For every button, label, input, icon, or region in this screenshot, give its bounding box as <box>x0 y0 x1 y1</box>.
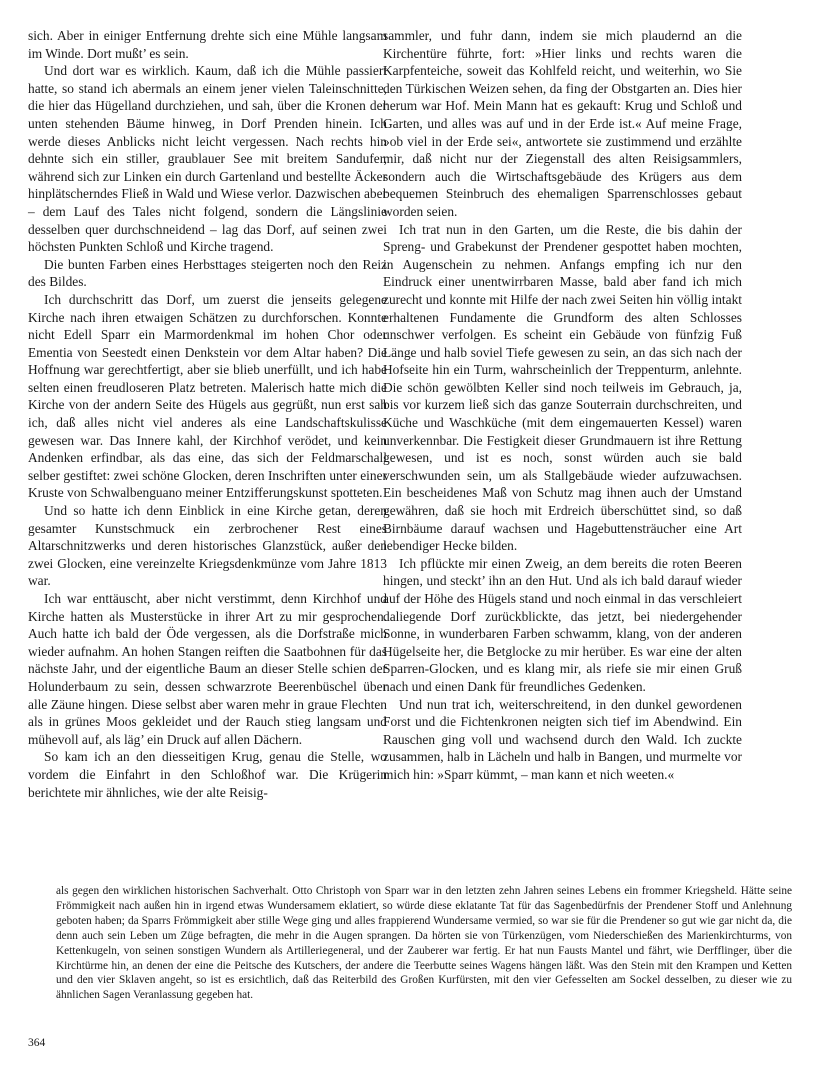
paragraph: So kam ich an den diesseitigen Krug, genau die Stelle, wo vordem die Einfahrt in den Schloßhof war. Die Krügerin berichtete mir ähnliches, wie der alte Reisig- <box>28 749 387 800</box>
paragraph: Ich war enttäuscht, aber nicht verstimmt, denn Kirchhof und Kirche hatten als Musterstücke in ihrer Art zu mir gesprochen. Auch hatte ich bald der Öde vergessen, als die Dorfstraße mich wieder aufnahm. An hohen Stangen reiften die Saatbohnen für das nächste Jahr, und der eigentliche Baum an dieser Stelle schien der Holunderbaum zu sein, dessen schwarzrote Beerenbüschel über alle Zäune hingen. Diese selbst aber waren mehr in graue Flechten als in grünes Moos gekleidet und der Rauch stieg langsam und mühevoll auf, als läg’ ein Druck auf allen Dächern. <box>28 591 387 747</box>
paragraph: Die bunten Farben eines Herbsttages steigerten noch den Reiz des Bildes. <box>28 256 387 290</box>
left-column <box>28 27 387 801</box>
paragraph: Ich trat nun in den Garten, um die Reste, die bis dahin der Spreng- und Grabekunst der Prendener gespottet haben mochten, in Augenschein zu nehmen. Anfangs empfing ich nur den Eindruck einer unentwirrbaren Masse, bald aber fand ich mich zurecht und konnte mit Hilfe der nach zwei Seiten hin völlig intakt erhaltenen Fundamente die Grundform des alten Schlosses unschwer verfolgen. Es scheint ein Gebäude von fünfzig Fuß Länge und halb soviel Tiefe gewesen zu sein, an das sich nach der Hofseite hin ein Turm, wahrscheinlich der Treppenturm, anlehnte. Die schön gewölbten Keller sind noch teilweis im Gebrauch, ja, bis vor kurzem ließ sich das ganze Souterrain durchschreiten, und Küche und Waschküche (mit dem eingemauerten Kessel) waren unverkennbar. Die Festigkeit dieser Grundmauern ist ihre Rettung gewesen, und ist es noch, sonst würden auch sie bald verschwunden sein, um als Stallgebäude wieder aufzuwachsen. Ein bescheidenes Maß von Schutz mag ihnen auch der Umstand gewähren, daß sie hoch mit Erdreich überschüttet sind, so daß Birnbäume darauf wachsen und Hagebuttensträucher eine Art lebendiger Hecke bilden. <box>383 221 742 554</box>
page-number: 364 <box>28 1037 46 1049</box>
paragraph: Ich pflückte mir einen Zweig, an dem bereits die roten Beeren hingen, und steckt’ ihn an den Hut. Und als ich bald darauf wieder auf der Höhe des Hügels stand und noch einmal in das verschleiert daliegende Dorf zurückblickte, das jetzt, bei niedergehender Sonne, in wunderbaren Farben schwamm, klang, von der anderen Hügelseite her, die Betglocke zu mir herüber. Es war eine der alten Sparren-Glocken, und es klang mir, als riefe sie mir einen Gruß nach und einen Dank für freundliches Gedenken. <box>383 555 742 694</box>
paragraph: Und so hatte ich denn Einblick in eine Kirche getan, deren gesamter Kunstschmuck ein zerbrochener Rest eines Altarschnitzwerks und deren historisches Glanzstück, außer den zwei Glocken, eine vereinzelte Kriegsdenkmünze vom Jahre 1813 war. <box>28 503 387 589</box>
right-column <box>383 27 742 784</box>
paragraph: sammler, und fuhr dann, indem sie mich plaudernd an die Kirchentüre führte, fort: »Hier links und rechts waren die Karpfenteiche, soweit das Kohlfeld reicht, und weiterhin, wo Sie den Türkischen Weizen sehen, da fing der Obstgarten an. Dies hier herum war Hof. Mein Mann hat es gekauft: Krug und Schloß und Garten, und alles was auf und in der Erde ist.« Auf meine Frage, »ob viel in der Erde sei«, antwortete sie zustimmend und erzählte mir, daß nicht nur der Ziegenstall des alten Reisigsammlers, sondern auch die Wirtschaftsgebäude des Krügers aus dem bequemen Steinbruch des ehemaligen Sparrenschlosses gebaut worden seien. <box>383 28 742 219</box>
paragraph: Und dort war es wirklich. Kaum, daß ich die Mühle passiert hatte, so stand ich abermals an einem jener vielen Taleinschnitte, die hier das Hügelland durchziehen, und sah, über die Kronen der unten stehenden Bäume hinweg, in Dorf Prenden hinein. Ich werde dieses Anblicks nicht leicht vergessen. Nach rechts hin dehnte sich ein stiller, graublauer See mit breitem Sandufer, während sich zur Linken ein durch Gartenland und bestellte Äcker hinplätscherndes Fließ in Wald und Wiese verlor. Dazwischen aber – dem Lauf des Tales nicht folgend, sondern die Längslinie desselben quer durchschneidend – lag das Dorf, auf seinen zwei höchsten Punkten Schloß und Kirche tragend. <box>28 63 387 255</box>
paragraph: sich. Aber in einiger Entfernung drehte sich eine Mühle langsam im Winde. Dort mußt’ es sein. <box>28 28 387 61</box>
paragraph: Und nun trat ich, weiterschreitend, in den dunkel gewordenen Forst und die Fichtenkronen neigten sich tief im Abendwind. Ein Rauschen ging voll und wachsend durch den Wald. Ich zuckte zusammen, halb in Lächeln und halb in Bangen, und murmelte vor mich hin: »Sparr kümmt, – man kann et nich weeten.« <box>383 696 742 782</box>
paragraph: Ich durchschritt das Dorf, um zuerst die jenseits gelegene Kirche nach ihren etwaigen Schätzen zu durchforschen. Konnte nicht Edell Sparr ein Marmordenkmal im hohen Chor oder Ementia von Seestedt einen Denkstein vor dem Altar haben? Die Hoffnung war gerechtfertigt, aber sie blieb unerfüllt, und ich habe selten einen freudloseren Platz betreten. Malerisch hatte mich die Kirche von der andern Seite des Hügels aus gegrüßt, nun erst sah ich, daß alles nicht viel anderes als eine Landschaftskulisse gewesen war. Das Innere kahl, der Kirchhof verödet, und kein Andenken erfindbar, als das eine, das sich der Feldmarschall selber gestiftet: zwei schöne Glocken, deren Inschriften unter einer Kruste von Schwalbenguano meiner Entzifferungskunst spotteten. <box>28 291 387 501</box>
footnote <box>56 884 792 1003</box>
footnote-text: als gegen den wirklichen historischen Sachverhalt. Otto Christoph von Sparr war in den letzten zehn Jahren seines Lebens ein frommer Kriegsheld. Hätte seine Frömmigkeit nach außen hin in irgend etwas Wundersamem eklatiert, so würde diese eklatante Tat für das Sagenbedürfnis der Prendener Stoff und Anlehnung geboten haben; da Sparrs Frömmigkeit aber stille Wege ging und alles frappierend Wundersame vermied, so war sie für die Prendener so gut wie gar nicht da, die denn auch sein Leben um Züge befragten, die mehr in die Augen sprangen. Da hörten sie von Türkenzügen, vom Niederschießen des Marienkirchturms, von Kettenkugeln, von seinen sonstigen Wundern als Artilleriegeneral, und der Zauberer war fertig. Er hat nun Fausts Mantel und fährt, wie Derfflinger, über die Kirchtürme hin, an denen der eine die Peitsche des Kutschers, der andere die Teerbutte seines Wagens hängen läßt. Was den Stein mit den Krampen und Ketten und den vier Sklaven angeht, so ist es ersichtlich, daß das Reiterbild des Großen Kurfürsten, mit den vier Gefesselten am Sockel desselben, zu dieser wie zu ähnlichen Sagen Veranlassung gegeben hat. <box>56 885 792 1002</box>
